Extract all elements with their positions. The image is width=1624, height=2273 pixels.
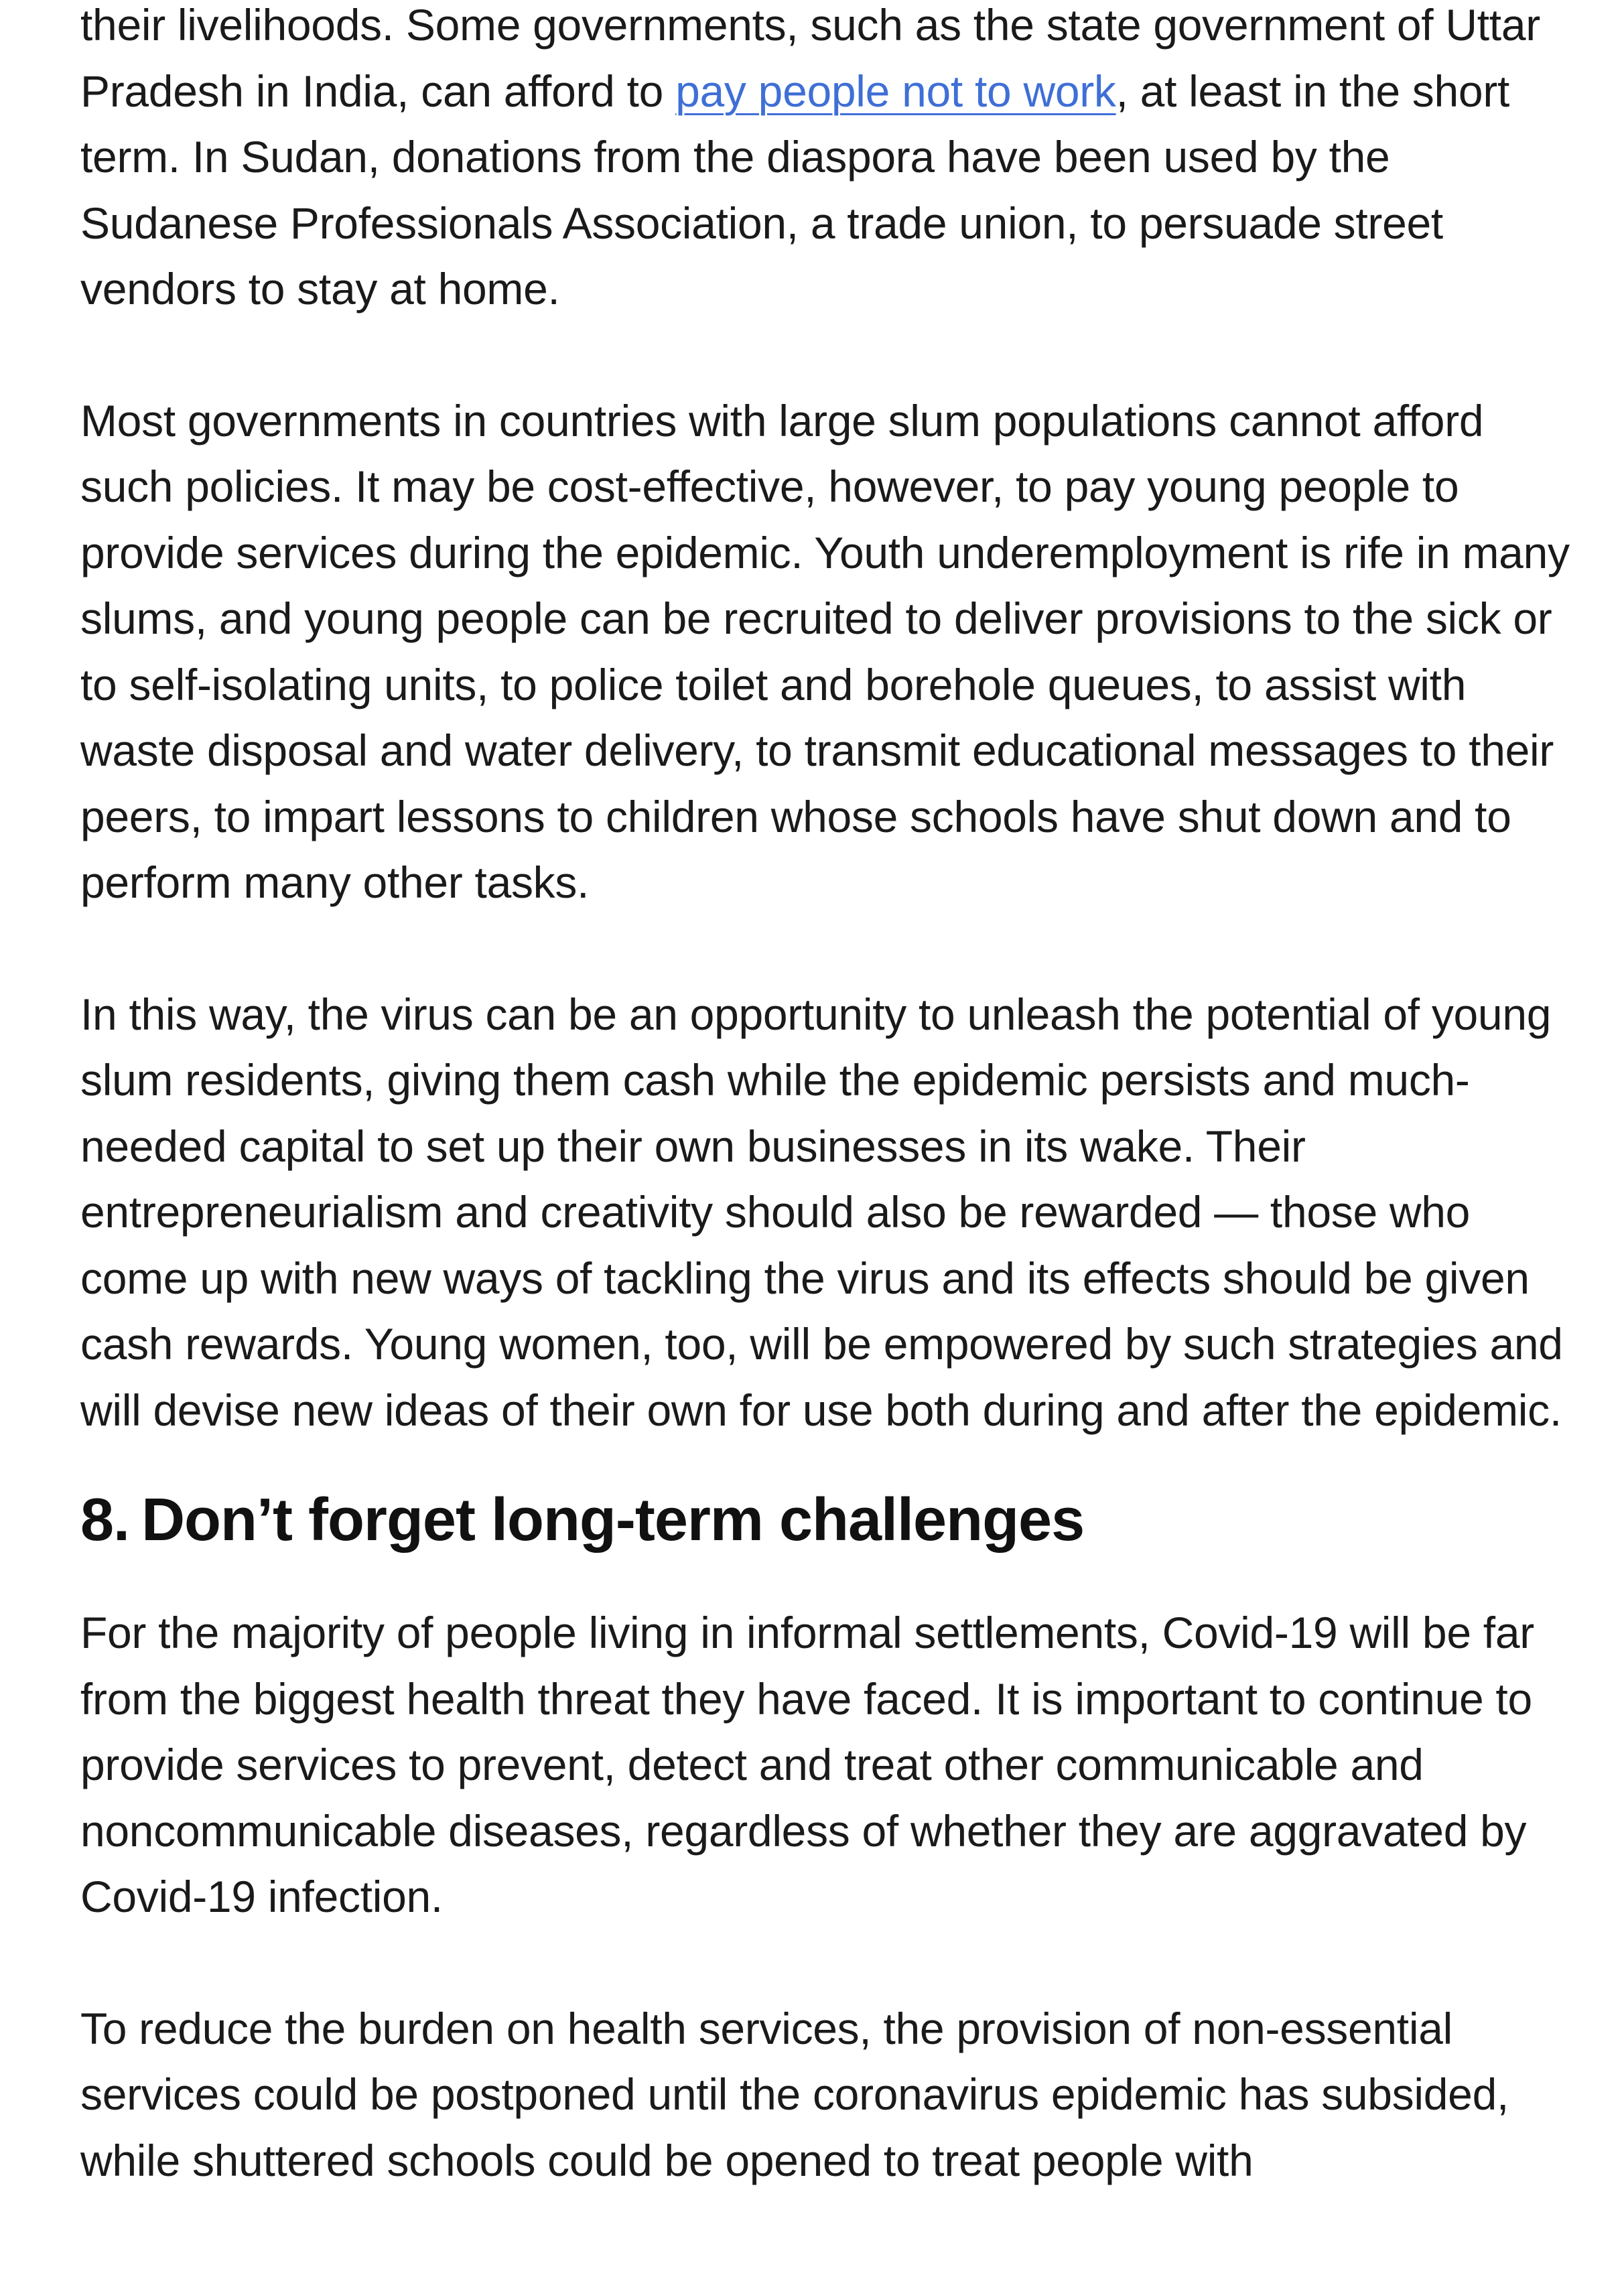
section-heading: [80, 1483, 1581, 1557]
paragraph-opportunity: In this way, the virus can be an opportunity to unleash the potential of young slum residents, giving them cash while the epidemic persists and much-needed capital to set up their own businesses in its wake. Their entrepreneurialism and creativity should also be rewarded — those who come up with new ways of tackling the virus and its effects should be given cash rewards. Young women, too, will be empowered by such strategies and will devise new ideas of their own for use both during and after the epidemic.: [80, 989, 1563, 1435]
paragraph-long-term-threats: For the majority of people living in informal settlements, Covid-19 will be far from the biggest health threat they have faced. It is important to continue to provide services to prevent, detect and treat other communicable and noncommunicable diseases, regardless of whether they are aggravated by Covid-19 infection.: [80, 1608, 1534, 1921]
pay-people-not-to-work-link[interactable]: pay people not to work: [675, 66, 1116, 116]
paragraph-youth-services: Most governments in countries with large slum populations cannot afford such policies. It may be cost-effective, however, to pay young people to provide services during the epidemic. Youth underemployment is rife in many slums, and young people can be recruited to deliver provisions to the sick or to self-isolating units, to police toilet and borehole queues, to assist with waste disposal and water delivery, to transmit educational messages to their peers, to impart lessons to children whose schools have shut down and to perform many other tasks.: [80, 395, 1570, 907]
paragraph-text: , at least in the short term. In Sudan, donations from the diaspora have been used by the Sudanese Professionals Association, a trade union, to persuade street vendors to stay at home.: [80, 66, 1510, 314]
section-title: Don’t forget long-term challenges: [141, 1487, 1085, 1554]
paragraph-text: their livelihoods. Some governments, such as the state government of Uttar Pradesh in India, can afford to: [80, 0, 1540, 116]
article-body: [80, 0, 1581, 2259]
paragraph-reduce-burden: To reduce the burden on health services, the provision of non-essential services could be postponed until the coronavirus epidemic has subsided, while shuttered schools could be opened to treat people with: [80, 2003, 1509, 2185]
paragraph-livelihoods: [80, 0, 1581, 322]
section-number: 8.: [80, 1487, 130, 1554]
